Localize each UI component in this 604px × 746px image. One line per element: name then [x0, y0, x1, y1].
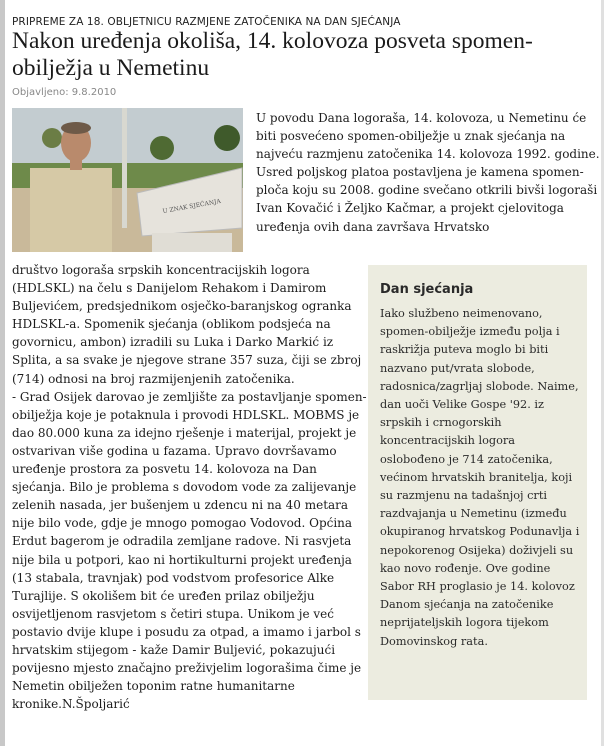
article-kicker: PRIPREME ZA 18. OBLJETNICU RAZMJENE ZATOČENIKA NA DAN SJEĆANJA	[12, 16, 401, 28]
plaque-text: U ZNAK SJEĆANJA	[162, 197, 222, 216]
intro-paragraph: U povodu Dana logoraša, 14. kolovoza, u Nemetinu će biti posvećeno spomen-obilježje u znak sjećanja na najveću razmjenu zatočenika 14. kolovoza 1992. godine.	[256, 111, 600, 162]
article-photo	[12, 108, 243, 252]
publish-date: Objavljeno: 9.8.2010	[12, 87, 117, 98]
article-headline: Nakon uređenja okoliša, 14. kolovoza posveta spomen-obilježja u Nemetinu	[12, 28, 533, 81]
quote-paragraph	[12, 388, 368, 714]
body-paragraph: društvo logoraša srpskih koncentracijskih logora (HDLSKL) na čelu s Danijelom Rehakom i Damirom Buljevićem, predsjednikom osječko-baranjskog ogranka HDLSKL-a. Spomenik sjećanja (oblikom podsjeća na govornicu, ambon) izradili su Luka i Darko Markić iz Splita, a sa svake je njegove strane 357 suza, čiji se zbroj (714) odnosi na broj razmijenjenih zatočenika.	[12, 263, 362, 386]
sidebox-title: Dan sjećanja	[380, 282, 474, 297]
photo-illustration	[12, 108, 243, 252]
page-frame-left	[0, 0, 5, 746]
quote-text: - Grad Osijek darovao je zemljište za postavljanje spomen-obilježja koje je potaknula i provodi HDLSKL. MOBMS je dao 80.000 kuna za idejno rješenje i materijal, projekt je ostvarivan više godina u fazama. Upravo dovršavamo uređenje prostora za posvetu 14. kolovoza na Dan sjećanja. Bilo je problema s dovodom vode za zalijevanje zelenih nasada, jer bušenjem u zdencu ni na 40 metara nije bilo vode, gdje je mnogo pomogao Vodovod. Općina Erdut bagerom je odradila zemljane radove. Ni rasvjeta nije bila u potpori, kao ni hortikulturni projekt uređenja (13 stabala, travnjak) pod vodstvom profesorice Alke Turajlije. S okolišem bit će uređen prilaz obilježju osvijetljenom rasvjetom s četiri stupa. Unikom je već postavio dvije klupe i posudu za otpad, a imamo i jarbol s hrvatskim stijegom - kaže Damir Buljević, pokazujući povijesno mjesto značajno preživjelim logorašima čime je Nemetin obilježen toponim ratne humanitarne kronike.	[12, 389, 367, 712]
author-byline: N.Špoljarić	[62, 697, 130, 712]
sidebox-dan-sjecanja	[368, 265, 587, 700]
article-intro	[256, 109, 602, 236]
article-body	[12, 261, 368, 713]
sidebox-text: Iako službeno neimenovano, spomen-obilježje između polja i raskrižja puteva moglo bi biti nazvano put/vrata slobode, radosnica/zagrljaj slobode. Naime, dan uoči Velike Gospe '92. iz srpskih i crnogorskih koncentracijskih logora oslobođeno je 714 zatočenika, većinom hrvatskih branitelja, koji su razmjenu na tadašnjoj crti razdvajanja u Nemetinu (između okupiranog hrvatskog Podunavlja i nepokorenog Osijeka) doživjeli su kao novo rođenje. Ove godine Sabor RH proglasio je 14. kolovoz Danom sjećanja na zatočenike neprijateljskih logora tijekom Domovinskog rata.	[380, 307, 580, 648]
intro-paragraph-2: Usred poljskog platoa postavljena je kamena spomen-ploča koju su 2008. godine svečano otkrili bivši logoraši Ivan Kovačić i Željko Kačmar, a projekt cjelovitoga uređenja ovih dana završava Hrvatsko	[256, 165, 598, 234]
